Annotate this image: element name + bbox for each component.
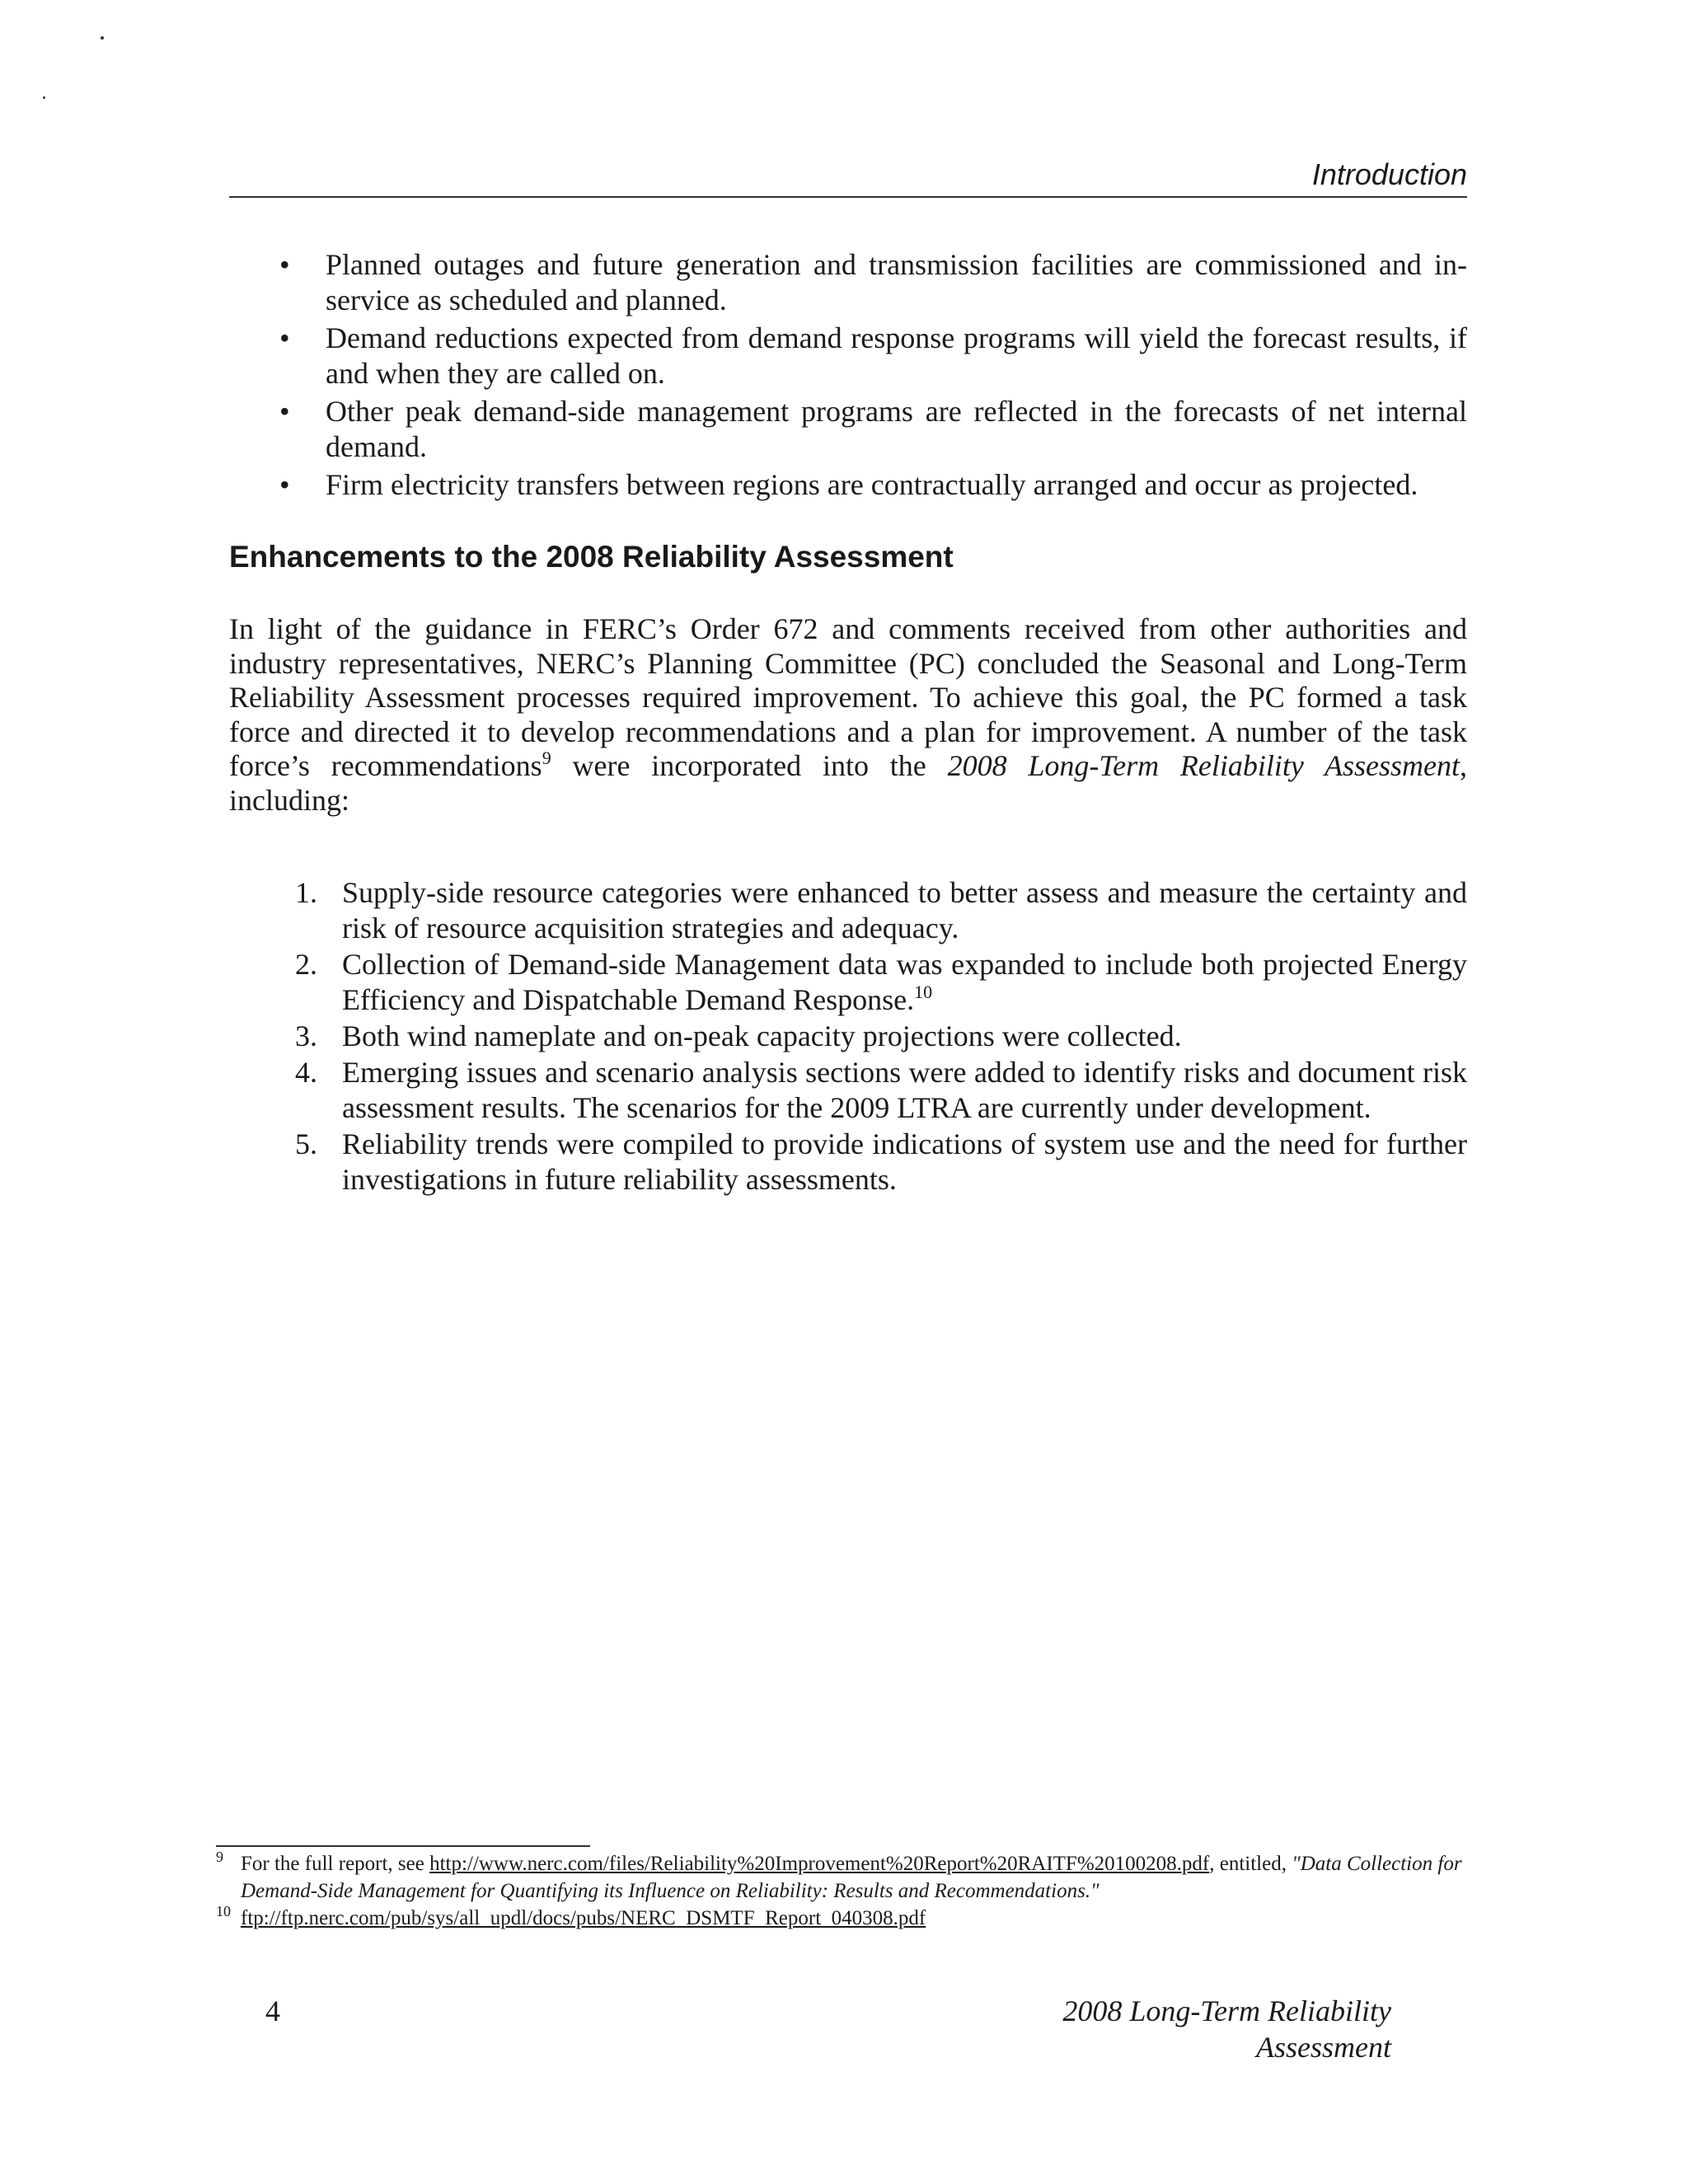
footnote-divider — [216, 1845, 590, 1847]
section-paragraph: In light of the guidance in FERC’s Order 672 and comments received from other authorities and industry representatives, NERC’s Planning Committee (PC) concluded the Seasonal and Long-Term Reliability Assessment processes required improvement. To achieve this goal, the PC formed a task force and directed it to develop recommendations and a plan for improvement. A number of the task force’s recommendations$^9$ were incorporated into the 2008 Long-Term Reliability Assessment, including: — [229, 612, 1468, 817]
enhancements-list — [229, 875, 1467, 1197]
assumptions-list — [229, 247, 1467, 503]
list-item: 3. Both wind nameplate and on-peak capacity projections were collected. — [295, 1019, 1182, 1052]
footnote-mark: 9 — [216, 1849, 223, 1865]
footnote-9-link[interactable]: http://www.nerc.com/files/Reliability%20Improvement%20Report%20RAITF%20100208.pdf — [429, 1853, 1210, 1875]
scan-speck — [101, 36, 104, 40]
list-item: 5. Reliability trends were compiled to provide indications of system use and the need for further investigations in future reliability assessments. — [295, 1127, 1467, 1196]
bullet-icon: • — [279, 321, 290, 354]
bullet-icon: • — [279, 248, 290, 281]
list-item: 2. Collection of Demand-side Management data was expanded to include both projected Energy Efficiency and Dispatchable Demand Response.$^{10}$ — [295, 948, 1467, 1016]
item-number: 5. — [295, 1127, 317, 1160]
section-heading: Enhancements to the 2008 Reliability Assessment — [229, 540, 954, 574]
item-number: 4. — [295, 1056, 317, 1089]
scan-speck — [43, 96, 45, 99]
footer-document-title: 2008 Long-Term Reliability Assessment — [1062, 1994, 1391, 2064]
footnote-mark: 10 — [216, 1903, 231, 1919]
footnote-10 — [216, 1905, 1469, 1932]
footnote-ref-10[interactable]: 10 — [914, 982, 933, 1002]
footnote-ref-9[interactable]: 9 — [542, 748, 551, 768]
list-item: • Demand reductions expected from demand response programs will yield the forecast results, if and when they are called on. — [279, 321, 1467, 390]
report-title: 2008 Long-Term Reliability Assessment — [947, 749, 1461, 782]
list-item: 1. Supply-side resource categories were enhanced to better assess and measure the certainty and risk of resource acquisition strategies and adequacy. — [295, 876, 1467, 944]
list-item: • Other peak demand-side management programs are reflected in the forecasts of net internal demand. — [279, 395, 1467, 463]
running-head: Introduction — [229, 157, 1467, 198]
list-item: 4. Emerging issues and scenario analysis sections were added to identify risks and document risk assessment results. The scenarios for the 2009 LTRA are currently under development. — [295, 1056, 1467, 1124]
item-number: 2. — [295, 948, 317, 981]
bullet-icon: • — [279, 468, 290, 501]
item-number: 1. — [295, 876, 317, 909]
item-number: 3. — [295, 1019, 317, 1052]
footnotes — [216, 1850, 1469, 1932]
list-item: • Planned outages and future generation and transmission facilities are commissioned and in-service as scheduled and planned. — [279, 248, 1467, 316]
footnote-10-link[interactable]: ftp://ftp.nerc.com/pub/sys/all_updl/docs/pubs/NERC_DSMTF_Report_040308.pdf — [241, 1907, 926, 1929]
page-number: 4 — [265, 1994, 280, 2027]
bullet-icon: • — [279, 395, 290, 428]
page-content — [229, 247, 1467, 1198]
list-item: • Firm electricity transfers between regions are contractually arranged and occur as projected. — [279, 468, 1418, 501]
footnote-9: 9 For the full report, see http://www.nerc.com/files/Reliability%20Improvement%20Report%20RAITF%20100208.pdf, entitled, "Data Collection for Demand-Side Management for Quantifying its Influence on Reliability: Results and Recommendations." — [216, 1850, 1469, 1905]
